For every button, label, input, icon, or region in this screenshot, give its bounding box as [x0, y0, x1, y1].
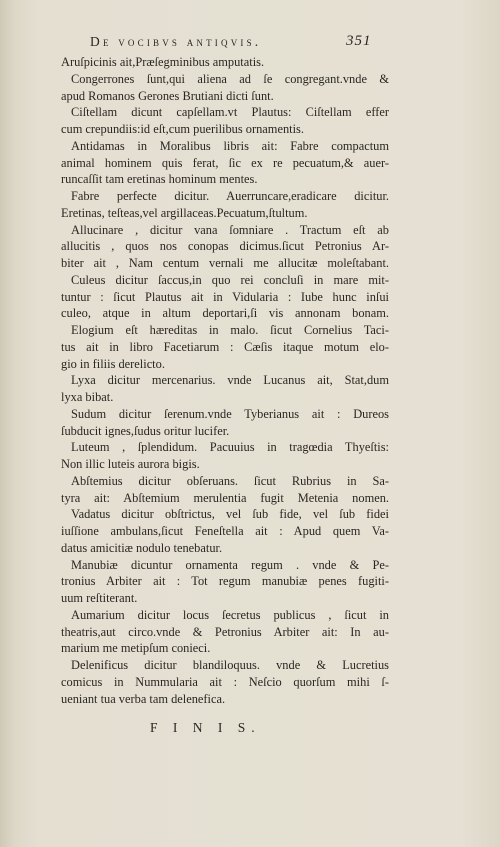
- text-line: culeo, atque in altum deportari,ſi vis annonam bonam.: [61, 306, 389, 321]
- text-line: Sudum dicitur ſerenum.vnde Tyberianus ait : Dureos: [71, 406, 389, 421]
- text-line: uum reſtiterant.: [61, 591, 138, 605]
- text-line: runcaſſit tam eretinas hominum mentes.: [61, 172, 258, 187]
- text-line: tyra ait: Abſtemium merulentia fugit Metenia nomen.: [61, 490, 389, 505]
- text-line: Fabre perfecte dicitur. Auerruncare,eradicare dicitur.: [71, 189, 389, 203]
- text-line: Abſtemius dicitur obſeruans. ſicut Rubrius in Sa-: [71, 473, 389, 488]
- text-line: lyxa bibat.: [61, 390, 114, 404]
- text-line: marium me metipſum conieci.: [61, 641, 211, 656]
- text-line: tronius Arbiter ait : Tot regum manubiæ penes fugiti-: [61, 574, 389, 589]
- text-block: [61, 54, 389, 707]
- text-line: Antidamas in Moralibus libris ait: Fabre compactum: [71, 138, 389, 153]
- text-line: apud Romanos Gerones Brutiani dicti ſunt.: [61, 88, 274, 103]
- text-line: Aruſpicinis ait,Præſegminibus amputatis.: [61, 55, 265, 69]
- text-line: Non illic luteis aurora bigis.: [61, 457, 200, 471]
- text-line: animal hominem quis ferat, ſic ex re pecuatum,& auer-: [61, 155, 389, 170]
- running-head: De vocibvs antiqvis.: [90, 34, 262, 49]
- text-line: tuntur : ſicut Plautus ait in Vidularia : Iube hunc inſui: [61, 289, 389, 304]
- text-line: Aumarium dicitur locus ſecretus publicus , ſicut in: [71, 607, 389, 622]
- text-line: Vadatus dicitur obſtrictus, vel ſub fide, vel ſub fidei: [71, 507, 389, 522]
- text-line: ſubducit ignes,ſudus oritur lucifer.: [61, 423, 230, 438]
- text-line: Delenificus dicitur blandiloquus. vnde & Lucretius: [71, 658, 389, 672]
- finis-mark: F I N I S.: [150, 720, 261, 735]
- text-line: Lyxa dicitur mercenarius. vnde Lucanus ait, Stat,dum: [71, 373, 389, 388]
- text-line: datus amicitiæ nodulo tenebatur.: [61, 540, 223, 555]
- text-line: comicus in Nummularia ait : Neſcio quorſum mihi ſ-: [61, 674, 389, 689]
- text-line: Allucinare , dicitur vana ſomniare . Tractum eſt ab: [71, 222, 389, 237]
- text-line: gio in filiis derelicto.: [61, 356, 165, 371]
- text-line: ueniant tua verba tam delenefica.: [61, 691, 226, 706]
- text-line: Manubiæ dicuntur ornamenta regum . vnde & Pe-: [71, 557, 389, 572]
- text-line: biter ait , Nam centum vernali me allucitæ moleſtabant.: [61, 256, 389, 270]
- text-line: Eretinas, teſteas,vel argillaceas.Pecuatum,ſtultum.: [61, 205, 308, 220]
- text-line: Culeus dicitur ſaccus,in quo rei concluſi in mare mit-: [71, 272, 389, 287]
- text-line: Ciſtellam dicunt capſellam.vt Plautus: Ciſtellam effer: [71, 105, 389, 120]
- text-line: allucitis , quos nos conopas dicimus.ſicut Petronius Ar-: [61, 239, 389, 254]
- page-number: 351: [346, 33, 372, 49]
- text-line: iuſſione ambulans,ſicut Feneſtella ait : Apud quem Va-: [61, 524, 389, 538]
- text-line: Congerrones ſunt,qui aliena ad ſe congregant.vnde &: [71, 71, 389, 86]
- text-line: theatris,aut circo.vnde & Petronius Arbiter ait: In au-: [61, 624, 389, 639]
- text-line: tus ait in libro Facetiarum : Cæſis itaque motum elo-: [61, 339, 389, 354]
- text-line: cum crepundiis:id eſt,cum puerilibus ornamentis.: [61, 122, 304, 136]
- text-line: Elogium eſt hæreditas in malo. ſicut Cornelius Taci-: [71, 323, 389, 337]
- text-line: Luteum , ſplendidum. Pacuuius in tragœdia Thyeſtis:: [71, 440, 389, 455]
